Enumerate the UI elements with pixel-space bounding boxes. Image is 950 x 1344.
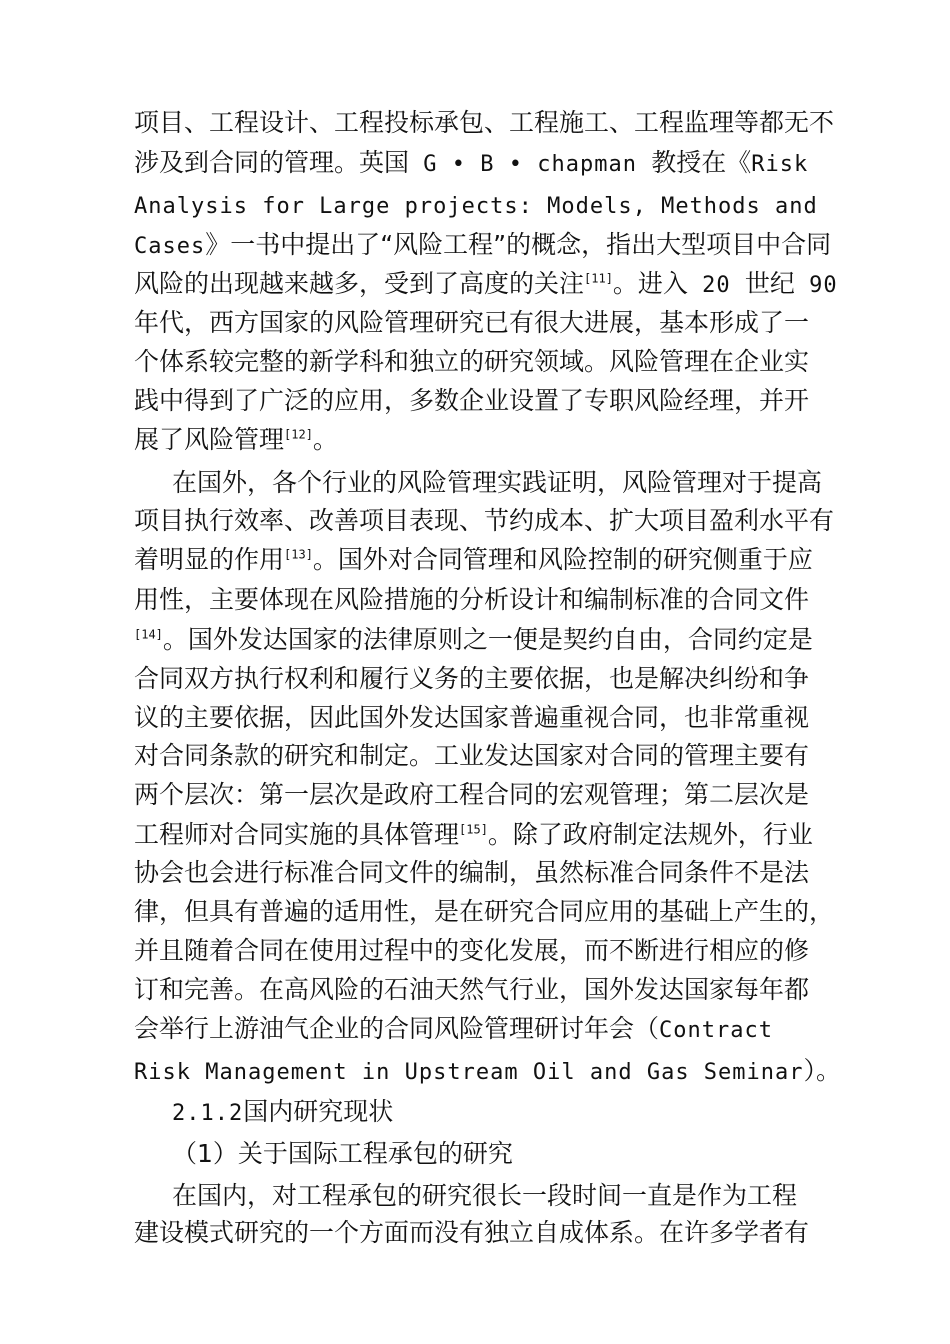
paragraph-line: 订和完善。在高风险的石油天然气行业，国外发达国家每年都 — [134, 975, 810, 1004]
paragraph-line: 展了风险管理[12]。 — [134, 425, 338, 454]
paragraph-line: Risk Management in Upstream Oil and Gas Seminar）。 — [134, 1056, 842, 1085]
paragraph-line: Cases》一书中提出了“风险工程”的概念，指出大型项目中合同 — [134, 230, 832, 259]
section-heading: 2.1.2国内研究现状 — [172, 1097, 394, 1126]
paragraph-line: 工程师对合同实施的具体管理[15]。除了政府制定法规外，行业 — [134, 820, 813, 849]
subsection-heading: （1）关于国际工程承包的研究 — [172, 1139, 513, 1168]
paragraph-line: 在国内，对工程承包的研究很长一段时间一直是作为工程 — [172, 1181, 798, 1210]
citation-marker: [15] — [459, 822, 488, 837]
paragraph-line: 合同双方执行权利和履行义务的主要依据，也是解决纠纷和争 — [134, 664, 810, 693]
citation-marker: [13] — [284, 547, 313, 562]
citation-marker: [11] — [584, 271, 613, 286]
citation-marker: [14] — [134, 627, 163, 642]
paragraph-line: [14]。国外发达国家的法律原则之一便是契约自由，合同约定是 — [134, 625, 813, 654]
paragraph-line: 年代，西方国家的风险管理研究已有很大进展，基本形成了一 — [134, 308, 810, 337]
paragraph-line: 建设模式研究的一个方面而没有独立自成体系。在许多学者有 — [134, 1218, 810, 1247]
paragraph-line: 着明显的作用[13]。国外对合同管理和风险控制的研究侧重于应 — [134, 545, 813, 574]
citation-marker: [12] — [284, 427, 313, 442]
paragraph-line: 项目执行效率、改善项目表现、节约成本、扩大项目盈利水平有 — [134, 506, 835, 535]
paragraph-line: 两个层次：第一层次是政府工程合同的宏观管理；第二层次是 — [134, 780, 810, 809]
paragraph-line: 在国外，各个行业的风险管理实践证明，风险管理对于提高 — [172, 468, 823, 497]
paragraph-line: 风险的出现越来越多，受到了高度的关注[11]。进入 20 世纪 90 — [134, 269, 838, 298]
paragraph-line: 个体系较完整的新学科和独立的研究领域。风险管理在企业实 — [134, 347, 810, 376]
paragraph-line: 会举行上游油气企业的合同风险管理研讨年会（Contract — [134, 1014, 773, 1043]
paragraph-line: 用性，主要体现在风险措施的分析设计和编制标准的合同文件 — [134, 585, 810, 614]
paragraph-line: 项目、工程设计、工程投标承包、工程施工、工程监理等都无不 — [134, 108, 835, 137]
paragraph-line: 议的主要依据，因此国外发达国家普遍重视合同，也非常重视 — [134, 703, 810, 732]
paragraph-line: 并且随着合同在使用过程中的变化发展，而不断进行相应的修 — [134, 936, 810, 965]
paragraph-line: 涉及到合同的管理。英国 G • B • chapman 教授在《Risk — [134, 148, 809, 177]
paragraph-line: 协会也会进行标准合同文件的编制，虽然标准合同条件不是法 — [134, 858, 810, 887]
paragraph-line: 对合同条款的研究和制定。工业发达国家对合同的管理主要有 — [134, 741, 810, 770]
paragraph-line: 律，但具有普遍的适用性，是在研究合同应用的基础上产生的， — [134, 897, 835, 926]
paragraph-line: Analysis for Large projects: Models, Methods and — [134, 194, 818, 219]
paragraph-line: 践中得到了广泛的应用，多数企业设置了专职风险经理，并开 — [134, 386, 810, 415]
